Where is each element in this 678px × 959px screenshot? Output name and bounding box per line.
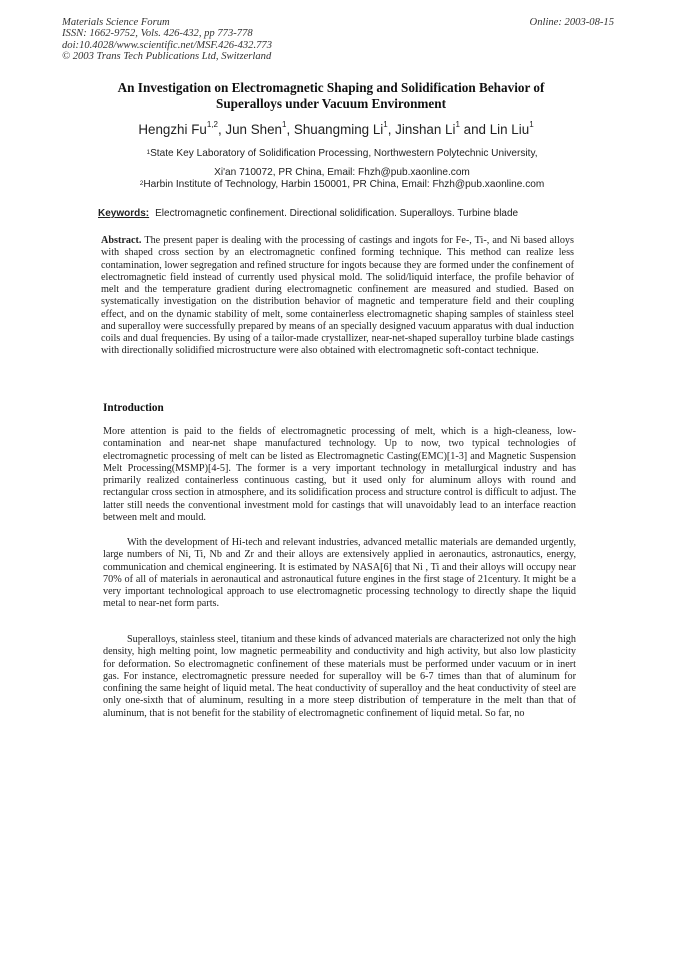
author-affil-mark: 1 bbox=[383, 120, 388, 129]
issn-line: ISSN: 1662-9752, Vols. 426-432, pp 773-778 bbox=[62, 28, 253, 40]
author-name: Jinshan Li bbox=[395, 122, 456, 137]
journal-name: Materials Science Forum bbox=[62, 17, 170, 28]
affiliation-line bbox=[92, 175, 592, 194]
author-separator: , bbox=[286, 122, 294, 137]
keywords-label: Keywords: bbox=[98, 208, 150, 219]
author-affil-mark: 1,2 bbox=[206, 120, 218, 129]
affiliation-text: Harbin Institute of Technology, Harbin 150001, PR China, Email: Fhzh@pub.xaonline.com bbox=[143, 179, 545, 190]
doi-line: doi:10.4028/www.scientific.net/MSF.426-432.773 bbox=[62, 39, 272, 51]
author-separator: , bbox=[387, 122, 396, 137]
section-heading-introduction: Introduction bbox=[103, 402, 164, 414]
abstract-text: The present paper is dealing with the processing of castings and ingots for Fe-, Ti-, and Ni based alloys with shaped cross section by an electromagnetic confined forming technique. This method can realize less contamination, lower segregation and refined structure for ingots because they are formed under the confinement of electromagnetic field instead of currently used physical mold. The solid/liquid interface, the profile behavior of melt and the temperature gradient during electromagnetic confinement are measured and studied. Based on systematically investigation on the distribution behavior of magnetic and temperature field and their coupling effect, and on the dynamic stability of melt, some containerless electromagnetic shaping samples of stainless steel and superalloy were successfully prepared by means of an specially designed vacuum apparatus with dual induction coils and dual frequencies. By using of a tailor-made crystallizer, near-net-shaped superalloy turbine blade castings with directionally solidified microstructure were also obtained with electromagnetic soft-contact technique. bbox=[101, 235, 574, 357]
abstract-label: Abstract. bbox=[101, 235, 142, 246]
intro-paragraph-3: Superalloys, stainless steel, titanium and these kinds of advanced materials are characterized not only the high density, high melting point, low magnetic permeability and conductivity and high activity, but also low plasticity for deformation. So electromagnetic confinement of these materials must be performed under vacuum or in inert gas. For instance, electromagnetic pressure needed for superalloy will be 6-7 times than that of aluminum for confining the same height of liquid metal. The heat conductivity of superalloy and the heat conductivity of steel are only one-sixth that of aluminum, resulting in a more steep distribution of temperature in the melt than that of aluminum, that is not benefit for the stability of electromagnetic confinement of liquid metal. So far, no bbox=[103, 634, 576, 719]
abstract bbox=[101, 235, 574, 358]
copyright-line: © 2003 Trans Tech Publications Ltd, Switzerland bbox=[62, 51, 272, 63]
affiliation-mark: 2 bbox=[139, 180, 144, 187]
intro-paragraph-1: More attention is paid to the fields of electromagnetic processing of melt, which is a high-cleaness, low-contamination and near-net shape manufactured technology. Up to now, two typical technologies of electromagnetic processing of melt can be listed as Electromagnetic Casting(EMC)[1-3] and Magnetic Suspension Melt Processing(MSMP)[4-5]. The former is a very important technology in metallurgical industry and has primarily realized containerless continuous casting, but it used only for aluminum alloys with round and rectangular cross section in atmosphere, and its solidification process and structure control is difficult to adjust. The latter still needs the conventional investment mold for castings that will unavoidably lead to an interface reaction between melt and mould. bbox=[103, 426, 576, 524]
author-name: Jun Shen bbox=[225, 122, 282, 137]
affiliation-mark: 1 bbox=[146, 149, 151, 156]
affiliation-line: Xi'an 710072, PR China, Email: Fhzh@pub.xaonline.com bbox=[214, 167, 470, 178]
affiliation-2 bbox=[92, 175, 592, 194]
author-affil-mark: 1 bbox=[282, 120, 287, 129]
author-name: Lin Liu bbox=[489, 122, 530, 137]
author-list bbox=[96, 122, 576, 137]
author-separator: , bbox=[217, 122, 226, 137]
author-name: Hengzhi Fu bbox=[138, 122, 207, 137]
intro-paragraph-2: With the development of Hi-tech and relevant industries, advanced metallic materials are demanded urgently, large numbers of Ni, Ti, Nb and Zr and their alloys are extensively applied in aeronautics, astronautics, energy, communication and chemical engineering. It is estimated by NASA[6] that Ni , Ti and their alloys will occupy near 70% of all of materials in aeronautical and astronautical future engines in the first stage of 21century. It might be a very important technological approach to use electromagnetic processing technology to directly shape the liquid metal to near-net form parts. bbox=[103, 537, 576, 610]
keywords bbox=[98, 208, 518, 219]
author-affil-mark: 1 bbox=[529, 120, 534, 129]
keywords-text: Electromagnetic confinement. Directional solidification. Superalloys. Turbine blade bbox=[155, 208, 519, 219]
author-name: Shuangming Li bbox=[293, 122, 384, 137]
author-separator: and bbox=[459, 122, 490, 137]
journal-header bbox=[62, 17, 272, 63]
paper-title: An Investigation on Electromagnetic Shaping and Solidification Behavior of Superalloys under Vacuum Environment bbox=[117, 80, 545, 111]
affiliation-text: State Key Laboratory of Solidification Processing, Northwestern Polytechnic University, bbox=[150, 148, 538, 159]
online-date: Online: 2003-08-15 bbox=[529, 17, 614, 28]
author-affil-mark: 1 bbox=[455, 120, 460, 129]
affiliation-line bbox=[92, 144, 592, 163]
